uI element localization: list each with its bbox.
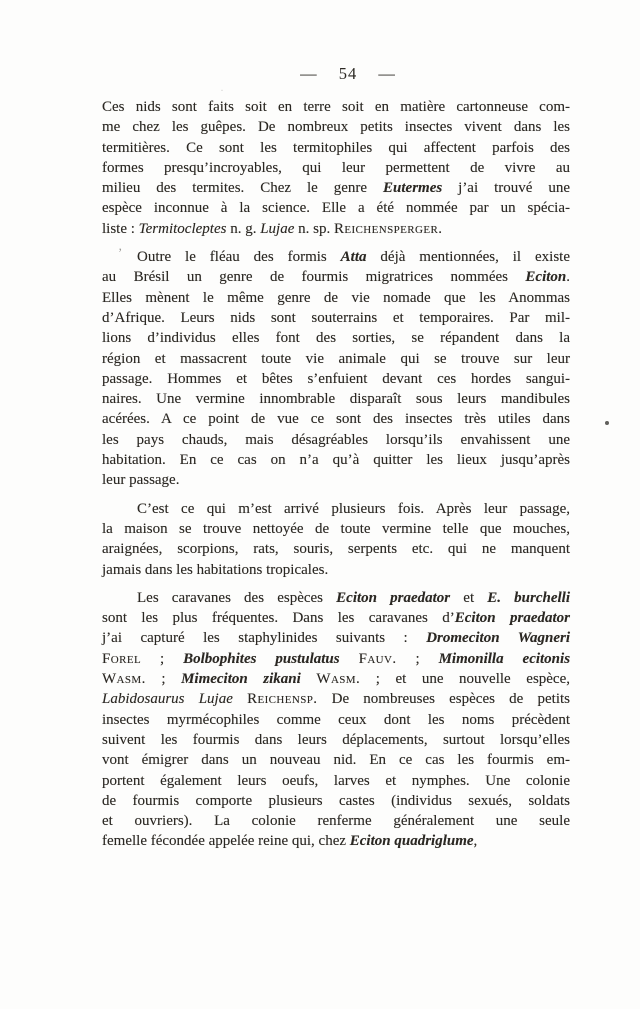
text-segment: j’ai trouvé une [442, 180, 570, 197]
text-segment: n. sp. [294, 220, 334, 237]
text-segment: et ouvriers). La colonie renferme généralement une seule [102, 813, 570, 830]
text-segment: j’ai capturé les staphylinides suivants : [102, 630, 427, 647]
text-line [102, 730, 570, 750]
species-name: Termitocleptes [138, 220, 227, 237]
text-segment: araignées, scorpions, rats, souris, serpents etc. qui ne manquent [102, 541, 570, 558]
text-line [102, 470, 570, 490]
text-line [102, 308, 570, 328]
text-segment: formes presqu’incroyables, qui leur permettent de vivre au [102, 159, 570, 176]
text-segment: ; [396, 650, 439, 667]
text-line [102, 628, 570, 648]
species-name: Eutermes [383, 180, 443, 197]
text-line [102, 649, 570, 669]
text-segment: insectes myrmécophiles comme ceux dont les noms précèdent [102, 711, 570, 728]
text-line [102, 389, 570, 409]
text-segment: habitation. En ce cas on n’a qu’à quitter les lieux jusqu’après [102, 452, 570, 469]
text-line [102, 669, 570, 689]
text-segment: leur passage. [102, 472, 180, 489]
text-segment: acérées. A ce point de vue ce sont des insectes très utiles dans [102, 411, 570, 428]
text-segment: Outre le fléau des formis [137, 249, 341, 266]
author-name: Reichensperger [333, 220, 439, 237]
paragraph [102, 499, 570, 580]
text-segment: ; [141, 650, 184, 667]
text-segment: de fourmis comporte plusieurs castes (individus sexués, soldats [102, 792, 570, 809]
ink-speck: · [220, 83, 224, 97]
text-block [102, 97, 570, 852]
text-segment: n. g. [226, 220, 261, 237]
text-line [102, 499, 570, 519]
text-segment: vont émigrer dans un nouveau nid. En ce cas les fourmis em- [102, 752, 570, 769]
author-name: Wasm. [102, 671, 146, 688]
text-line [102, 178, 570, 198]
text-line [102, 710, 570, 730]
text-line [102, 288, 570, 308]
author-name: Fauv. [358, 650, 397, 667]
text-segment: au Brésil un genre de fourmis migratrices nommées [102, 269, 526, 286]
text-segment: jamais dans les habitations tropicales. [102, 561, 329, 578]
text-line [102, 560, 570, 580]
text-line [102, 791, 570, 811]
species-name: Atta [340, 249, 367, 266]
paragraph [102, 97, 570, 239]
text-segment [340, 651, 359, 667]
species-name: Dromeciton Wagneri [426, 630, 570, 647]
text-line [102, 430, 570, 450]
text-segment: d’Afrique. Leurs nids sont souterrains et temporaires. Par mil- [102, 309, 570, 326]
ink-speck [605, 421, 609, 425]
text-segment: milieu des termites. Chez le genre [102, 180, 384, 197]
text-line [102, 247, 570, 267]
species-name: Bolbophites pustulatus [183, 650, 340, 667]
text-segment: et [450, 589, 488, 606]
species-name: Eciton praedator [336, 589, 451, 606]
text-line [102, 138, 570, 158]
text-segment: femelle fécondée appelée reine qui, chez [102, 833, 350, 850]
text-line [102, 328, 570, 348]
species-name: Lujae [260, 220, 295, 237]
text-line [102, 771, 570, 791]
text-segment: déjà mentionnées, il existe [366, 249, 570, 266]
text-line [102, 158, 570, 178]
text-line [102, 267, 570, 287]
text-segment: liste : [102, 220, 139, 237]
text-line [102, 349, 570, 369]
text-segment: Elles mènent le même genre de vie nomade que les Anommas [102, 289, 570, 306]
text-segment: passage. Hommes et bêtes s’enfuient devant ces hordes sangui- [102, 370, 570, 387]
species-name: Mimeciton zikani [181, 671, 301, 688]
species-name: Eciton [525, 269, 567, 286]
text-line [102, 117, 570, 137]
text-segment: la maison se trouve nettoyée de toute vermine telle que mouches, [102, 520, 570, 537]
text-segment [233, 691, 247, 707]
text-line [102, 811, 570, 831]
text-segment: . [438, 220, 442, 237]
author-name: Wasm. [316, 671, 361, 688]
text-segment: suivent les fourmis dans leurs déplacements, surtout lorsqu’elles [102, 731, 570, 748]
author-name: Reichensp. [247, 691, 318, 708]
species-name: Eciton praedator [454, 610, 570, 627]
species-name: E. burchelli [487, 589, 570, 606]
text-segment: ; [145, 671, 182, 688]
text-segment: , [473, 833, 478, 850]
text-segment: espèce inconnue à la science. Elle a été nommée par un spécia- [102, 200, 570, 217]
text-line [102, 750, 570, 770]
species-name: Labidosaurus Lujae [102, 691, 233, 708]
text-segment: les pays chauds, mais désagréables lorsqu’ils envahissent une [102, 431, 570, 448]
text-line [102, 409, 570, 429]
text-segment: Les caravanes des espèces [137, 589, 337, 606]
text-segment: ; et une nouvelle espèce, [360, 671, 570, 688]
paragraph [102, 588, 570, 852]
text-segment: région et massacrent toute vie animale qui se trouve sur leur [102, 350, 570, 367]
text-segment: sont les plus fréquentes. Dans les caravanes d’ [102, 610, 455, 627]
text-segment: lions d’individus elles font des sorties, se répandent dans la [102, 330, 570, 347]
paragraph [102, 247, 570, 491]
page-number: — 54 — [300, 64, 396, 83]
ink-speck: ’ [118, 245, 123, 260]
text-line [102, 608, 570, 628]
text-segment: me chez les guêpes. De nombreux petits insectes vivent dans les [102, 119, 570, 136]
species-name: Eciton quadriglume [349, 833, 474, 850]
text-line [102, 519, 570, 539]
text-segment: naires. Une vermine innombrable disparaît sous leurs mandibules [102, 391, 570, 408]
species-name: Mimonilla ecitonis [438, 650, 571, 667]
text-line [102, 369, 570, 389]
text-line [102, 219, 570, 239]
text-line [102, 539, 570, 559]
text-line [102, 689, 570, 709]
text-segment: Ces nids sont faits soit en terre soit en matière cartonneuse com- [102, 99, 570, 115]
text-segment: C’est ce qui m’est arrivé plusieurs fois. Après leur passage, [137, 500, 570, 517]
author-name: Forel [102, 650, 142, 667]
text-segment: termitières. Ce sont les termitophiles qui affectent parfois des [102, 139, 570, 156]
text-line [102, 588, 570, 608]
text-segment: De nombreuses espèces de petits [317, 691, 570, 708]
text-line [102, 831, 570, 851]
text-line [102, 97, 570, 117]
text-segment: portent également leurs oeufs, larves et nymphes. Une colonie [102, 772, 570, 789]
text-line [102, 198, 570, 218]
text-segment: . [566, 269, 570, 286]
text-segment [301, 671, 317, 687]
text-line [102, 450, 570, 470]
